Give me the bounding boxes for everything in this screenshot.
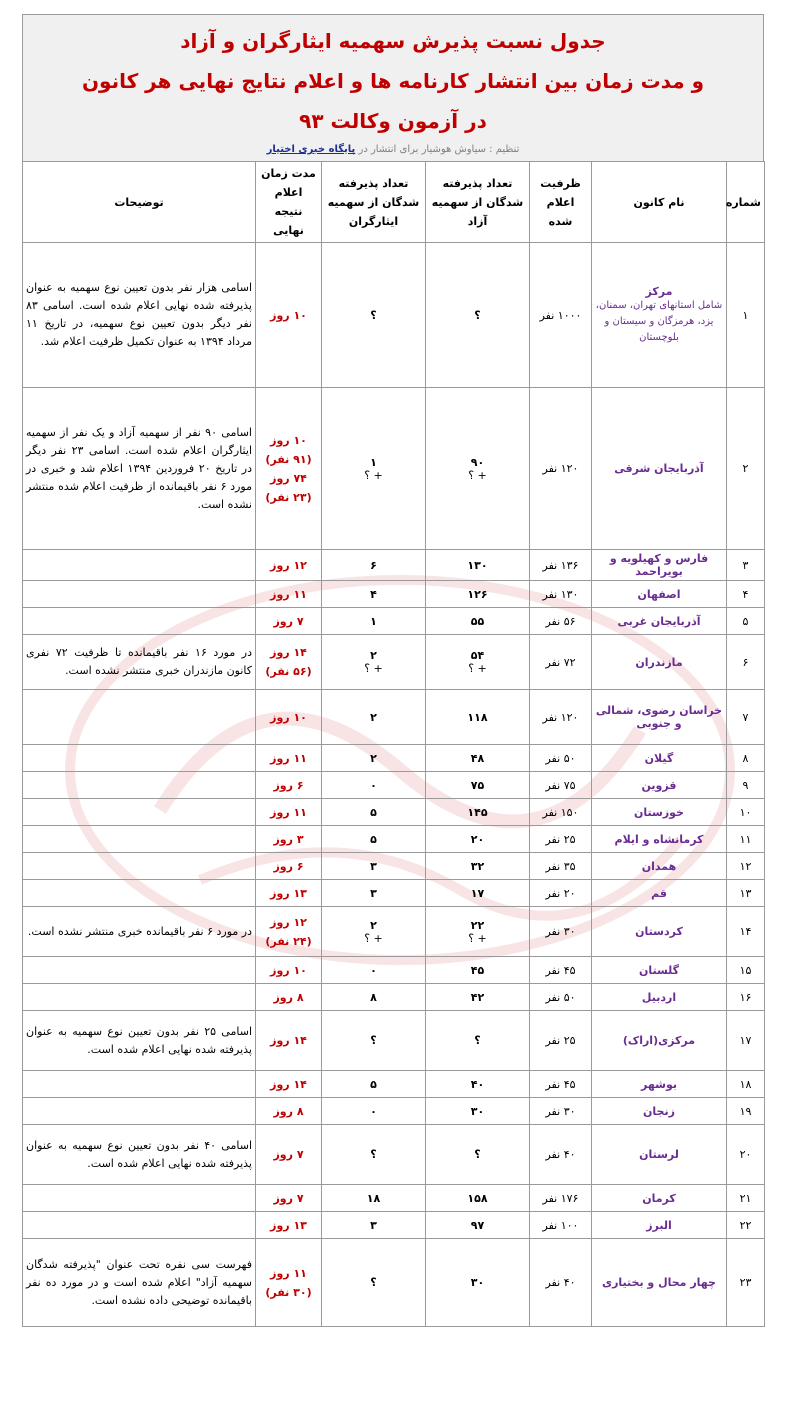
cell-azad (426, 1098, 530, 1125)
table-row (23, 957, 765, 984)
azad-value: ۲۲ (470, 918, 485, 932)
cell-isar (322, 635, 426, 690)
cell-name (592, 1185, 727, 1212)
cell-notes: اسامی ۴۰ نفر بدون تعیین نوع سهمیه به عنوان پذیرفته شده نهایی اعلام شده است. (23, 1125, 256, 1185)
isar-value: ۲ (370, 751, 377, 765)
cell-capacity: ۱۷۶ نفر (530, 1185, 592, 1212)
cell-num: ۲۱ (727, 1185, 765, 1212)
cell-num: ۱۰ (727, 799, 765, 826)
cell-capacity: ۱۳۶ نفر (530, 550, 592, 581)
azad-value: ۳۰ (470, 1276, 485, 1289)
center-name: قم (651, 886, 667, 900)
cell-name (592, 550, 727, 581)
table-row (23, 826, 765, 853)
cell-notes (23, 608, 256, 635)
cell-notes (23, 799, 256, 826)
cell-duration: ۱۳ روز (256, 1212, 322, 1239)
cell-duration: ۱۴ روز (۵۶ نفر) (256, 635, 322, 690)
cell-capacity: ۴۰ نفر (530, 1125, 592, 1185)
center-name: البرز (646, 1218, 672, 1232)
cell-notes (23, 826, 256, 853)
cell-capacity: ۴۵ نفر (530, 1071, 592, 1098)
cell-name (592, 581, 727, 608)
cell-isar (322, 853, 426, 880)
cell-duration: ۱۴ روز (256, 1011, 322, 1071)
azad-value: ۱۴۵ (467, 805, 488, 819)
center-name: همدان (641, 859, 677, 873)
cell-azad (426, 1185, 530, 1212)
cell-num: ۷ (727, 690, 765, 745)
isar-value: ۳ (370, 886, 377, 900)
isar-extra: + ؟ (364, 931, 383, 945)
cell-capacity: ۳۰ نفر (530, 1098, 592, 1125)
cell-name (592, 635, 727, 690)
isar-value: ۴ (370, 587, 377, 601)
cell-name (592, 243, 727, 388)
azad-value: ۱۱۸ (467, 710, 488, 724)
cell-name (592, 1239, 727, 1327)
isar-extra: + ؟ (364, 468, 383, 482)
cell-name (592, 907, 727, 957)
cell-azad (426, 690, 530, 745)
azad-value: ؟ (474, 308, 481, 322)
table-row (23, 799, 765, 826)
cell-isar (322, 608, 426, 635)
cell-duration: ۱۱ روز (256, 581, 322, 608)
table-row (23, 880, 765, 907)
cell-num: ۲۲ (727, 1212, 765, 1239)
azad-value: ۳۲ (470, 859, 485, 873)
isar-value: ؟ (370, 1148, 377, 1161)
cell-num: ۱۵ (727, 957, 765, 984)
cell-name (592, 745, 727, 772)
cell-duration: ۱۰ روز (256, 957, 322, 984)
azad-value: ۴۲ (470, 990, 485, 1004)
cell-num: ۱۲ (727, 853, 765, 880)
cell-isar (322, 957, 426, 984)
center-name: چهار محال و بختیاری (602, 1276, 716, 1289)
center-name: لرستان (639, 1148, 679, 1161)
cell-azad (426, 1071, 530, 1098)
cell-duration: ۳ روز (256, 826, 322, 853)
cell-capacity: ۲۵ نفر (530, 826, 592, 853)
cell-duration: ۷ روز (256, 1185, 322, 1212)
center-name: کردستان (635, 925, 683, 938)
azad-value: ۴۸ (470, 751, 485, 765)
cell-duration: ۶ روز (256, 853, 322, 880)
azad-value: ۱۵۸ (467, 1191, 488, 1205)
cell-azad (426, 853, 530, 880)
cell-num: ۲ (727, 388, 765, 550)
cell-name (592, 690, 727, 745)
center-name: آذربایجان غربی (617, 614, 701, 628)
title-block (22, 14, 764, 161)
cell-name (592, 826, 727, 853)
cell-notes (23, 880, 256, 907)
cell-capacity: ۱۲۰ نفر (530, 388, 592, 550)
azad-value: ؟ (474, 1034, 481, 1047)
cell-notes: اسامی هزار نفر بدون تعیین نوع سهمیه به عنوان پذیرفته شده نهایی اعلام شده است. اسامی ۸۳ نفر دیگر بدون تعیین نوع سهمیه، در تاریخ ۱۱ مرداد ۱۳۹۴ به عنوان تکمیل ظرفیت اعلام شد. (23, 243, 256, 388)
isar-value: ۰ (370, 1104, 377, 1118)
table-row (23, 1239, 765, 1327)
cell-isar (322, 1212, 426, 1239)
cell-notes: اسامی ۹۰ نفر از سهمیه آزاد و یک نفر از سهمیه ایثارگران اعلام شده است. اسامی ۲۳ نفر دیگر در تاریخ ۲۰ فروردین ۱۳۹۴ اعلام شد و خبری در مورد ۶ نفر باقیمانده از ظرفیت اعلام شده منتشر نشده است. (23, 388, 256, 550)
cell-capacity: ۱۵۰ نفر (530, 799, 592, 826)
title-line-2: و مدت زمان بین انتشار کارنامه ها و اعلام نتایج نهایی هر کانون (81, 69, 705, 93)
azad-value: ؟ (474, 1148, 481, 1161)
cell-num: ۸ (727, 745, 765, 772)
table-row (23, 608, 765, 635)
table-row (23, 690, 765, 745)
cell-notes: در مورد ۱۶ نفر باقیمانده تا ظرفیت ۷۲ نفری کانون مازندران خبری منتشر نشده است. (23, 635, 256, 690)
cell-capacity: ۲۰ نفر (530, 880, 592, 907)
isar-value: ۵ (370, 805, 377, 819)
cell-azad (426, 984, 530, 1011)
cell-notes (23, 1071, 256, 1098)
cell-duration: ۸ روز (256, 1098, 322, 1125)
cell-notes (23, 853, 256, 880)
cell-isar (322, 907, 426, 957)
cell-capacity: ۳۰ نفر (530, 907, 592, 957)
isar-value: ۰ (370, 778, 377, 792)
header-capacity: ظرفیت اعلام شده (530, 162, 592, 243)
cell-duration: ۱۳ روز (256, 880, 322, 907)
cell-num: ۲۳ (727, 1239, 765, 1327)
cell-isar (322, 1239, 426, 1327)
cell-num: ۳ (727, 550, 765, 581)
center-name: مازندران (635, 655, 683, 669)
cell-azad (426, 243, 530, 388)
cell-azad (426, 1125, 530, 1185)
cell-duration: ۱۲ روز (256, 550, 322, 581)
cell-notes (23, 1185, 256, 1212)
cell-isar (322, 826, 426, 853)
center-name: قزوین (641, 778, 677, 792)
table-row (23, 907, 765, 957)
cell-capacity: ۱۰۰۰ نفر (530, 243, 592, 388)
table-row (23, 1212, 765, 1239)
header-azad: تعداد پذیرفته شدگان از سهمیه آزاد (426, 162, 530, 243)
isar-value: ۳ (370, 1218, 377, 1232)
cell-name (592, 1212, 727, 1239)
cell-name (592, 880, 727, 907)
cell-notes (23, 690, 256, 745)
cell-azad (426, 1011, 530, 1071)
cell-num: ۱۳ (727, 880, 765, 907)
header-notes: توضیحات (23, 162, 256, 243)
cell-duration: ۱۱ روز (256, 799, 322, 826)
cell-name (592, 984, 727, 1011)
cell-num: ۱۷ (727, 1011, 765, 1071)
header-duration: مدت زمان اعلام نتیجه نهایی (256, 162, 322, 243)
cell-notes (23, 745, 256, 772)
center-name: آذربایجان شرقی (614, 462, 704, 475)
azad-value: ۷۵ (470, 778, 485, 792)
isar-value: ۲ (370, 710, 377, 724)
table-row (23, 853, 765, 880)
isar-value: ۵ (370, 1077, 377, 1091)
isar-extra: + ؟ (364, 662, 383, 675)
cell-name (592, 772, 727, 799)
credit-source-link[interactable]: پایگاه خبری اختیار (266, 144, 356, 155)
isar-value: ۱۸ (366, 1191, 381, 1205)
cell-name (592, 608, 727, 635)
cell-notes (23, 957, 256, 984)
results-table (22, 161, 765, 1327)
cell-duration: ۱۰ روز (256, 243, 322, 388)
cell-azad (426, 1212, 530, 1239)
cell-isar (322, 984, 426, 1011)
azad-extra: + ؟ (468, 468, 487, 482)
cell-num: ۴ (727, 581, 765, 608)
isar-value: ۰ (370, 963, 377, 977)
azad-value: ۴۰ (470, 1077, 485, 1091)
cell-name (592, 388, 727, 550)
cell-azad (426, 826, 530, 853)
header-isar: تعداد پذیرفته شدگان از سهمیه ایثارگران (322, 162, 426, 243)
cell-notes: در مورد ۶ نفر باقیمانده خبری منتشر نشده است. (23, 907, 256, 957)
cell-isar (322, 745, 426, 772)
cell-capacity: ۵۶ نفر (530, 608, 592, 635)
table-row (23, 1071, 765, 1098)
cell-notes (23, 1212, 256, 1239)
cell-azad (426, 581, 530, 608)
cell-capacity: ۷۵ نفر (530, 772, 592, 799)
center-name: گیلان (644, 751, 674, 765)
isar-value: ۳ (370, 859, 377, 873)
cell-isar (322, 772, 426, 799)
table-row (23, 745, 765, 772)
center-name: فارس و کهیلویه و بویراحمد (609, 552, 709, 578)
cell-capacity: ۵۰ نفر (530, 745, 592, 772)
cell-duration: ۱۱ روز (256, 745, 322, 772)
cell-name (592, 799, 727, 826)
azad-value: ۱۲۶ (467, 587, 488, 601)
azad-value: ۴۵ (470, 963, 485, 977)
header-num: شماره (727, 162, 765, 243)
table-body (23, 243, 765, 1327)
cell-isar (322, 1185, 426, 1212)
cell-duration: ۷ روز (256, 1125, 322, 1185)
cell-azad (426, 799, 530, 826)
cell-duration: ۱۱ روز (۳۰ نفر) (256, 1239, 322, 1327)
isar-value: ؟ (370, 1034, 377, 1047)
cell-name (592, 1011, 727, 1071)
header-name: نام کانون (592, 162, 727, 243)
cell-isar (322, 1071, 426, 1098)
cell-notes (23, 550, 256, 581)
isar-value: ۵ (370, 832, 377, 846)
table-row (23, 984, 765, 1011)
azad-extra: + ؟ (468, 662, 487, 675)
cell-duration: ۱۴ روز (256, 1071, 322, 1098)
cell-capacity: ۱۰۰ نفر (530, 1212, 592, 1239)
isar-value: ؟ (370, 308, 377, 322)
center-name: کرمان (642, 1191, 676, 1205)
cell-name (592, 957, 727, 984)
cell-capacity: ۱۲۰ نفر (530, 690, 592, 745)
center-name: گلستان (638, 963, 680, 977)
table-row (23, 1125, 765, 1185)
cell-num: ۱۶ (727, 984, 765, 1011)
center-name: اصفهان (637, 587, 681, 601)
cell-num: ۱۸ (727, 1071, 765, 1098)
azad-value: ۱۳۰ (467, 558, 488, 572)
azad-value: ۵۴ (470, 649, 485, 662)
isar-value: ۲ (370, 918, 377, 932)
cell-notes (23, 581, 256, 608)
center-subtitle: شامل استانهای تهران، سمنان، یزد، هرمزگان و سیستان و بلوچستان (595, 299, 723, 343)
table-row (23, 635, 765, 690)
cell-num: ۱۱ (727, 826, 765, 853)
table-row (23, 1098, 765, 1125)
center-name: اردبیل (641, 990, 677, 1004)
cell-notes: اسامی ۲۵ نفر بدون تعیین نوع سهمیه به عنوان پذیرفته شده نهایی اعلام شده است. (23, 1011, 256, 1071)
azad-extra: + ؟ (468, 931, 487, 945)
credit-prefix: تنظیم : سیاوش هوشیار برای انتشار در (358, 144, 520, 155)
cell-duration: ۸ روز (256, 984, 322, 1011)
cell-capacity: ۲۵ نفر (530, 1011, 592, 1071)
cell-duration: ۱۰ روز (256, 690, 322, 745)
cell-name (592, 853, 727, 880)
center-name: خوزستان (634, 805, 684, 819)
cell-num: ۲۰ (727, 1125, 765, 1185)
header-row (23, 162, 765, 243)
table-row (23, 581, 765, 608)
isar-value: ؟ (370, 1276, 377, 1289)
cell-azad (426, 957, 530, 984)
cell-capacity: ۴۵ نفر (530, 957, 592, 984)
cell-num: ۹ (727, 772, 765, 799)
cell-isar (322, 388, 426, 550)
isar-value: ۲ (370, 649, 377, 662)
cell-isar (322, 1125, 426, 1185)
cell-duration: ۶ روز (256, 772, 322, 799)
cell-num: ۱ (727, 243, 765, 388)
cell-azad (426, 772, 530, 799)
cell-isar (322, 550, 426, 581)
table-row (23, 388, 765, 550)
azad-value: ۱۷ (470, 886, 485, 900)
cell-azad (426, 880, 530, 907)
cell-duration: ۱۰ روز (۹۱ نفر) ۷۴ روز (۲۳ نفر) (256, 388, 322, 550)
cell-notes (23, 984, 256, 1011)
cell-azad (426, 388, 530, 550)
cell-azad (426, 1239, 530, 1327)
center-name: خراسان رضوی، شمالی و جنوبی (595, 704, 723, 730)
cell-num: ۱۴ (727, 907, 765, 957)
cell-isar (322, 799, 426, 826)
table-row (23, 243, 765, 388)
azad-value: ۹۷ (470, 1218, 485, 1232)
cell-isar (322, 880, 426, 907)
azad-value: ۵۵ (470, 614, 485, 628)
title-line-3: در آزمون وکالت ۹۳ (299, 109, 487, 133)
cell-isar (322, 1098, 426, 1125)
cell-duration: ۱۲ روز (۲۴ نفر) (256, 907, 322, 957)
title-line-1: جدول نسبت پذیرش سهمیه ایثارگران و آزاد (180, 29, 606, 53)
cell-azad (426, 635, 530, 690)
cell-isar (322, 581, 426, 608)
table-row (23, 772, 765, 799)
cell-duration: ۷ روز (256, 608, 322, 635)
cell-azad (426, 907, 530, 957)
cell-capacity: ۳۵ نفر (530, 853, 592, 880)
table-row (23, 1011, 765, 1071)
center-name: زنجان (643, 1104, 675, 1118)
center-name: کرمانشاه و ایلام (614, 832, 704, 846)
center-name: بوشهر (641, 1077, 677, 1091)
cell-notes (23, 1098, 256, 1125)
center-name: مرکزی(اراک) (622, 1034, 696, 1047)
azad-value: ۲۰ (470, 832, 485, 846)
cell-name (592, 1071, 727, 1098)
credit-line (27, 141, 759, 159)
cell-azad (426, 745, 530, 772)
isar-value: ۱ (370, 455, 377, 469)
isar-value: ۸ (370, 990, 377, 1004)
cell-capacity: ۷۲ نفر (530, 635, 592, 690)
cell-num: ۵ (727, 608, 765, 635)
cell-isar (322, 243, 426, 388)
isar-value: ۱ (370, 614, 377, 628)
cell-name (592, 1098, 727, 1125)
azad-value: ۹۰ (470, 455, 485, 469)
cell-notes (23, 772, 256, 799)
table-row (23, 1185, 765, 1212)
cell-capacity: ۵۰ نفر (530, 984, 592, 1011)
isar-value: ۶ (370, 558, 377, 572)
cell-capacity: ۱۳۰ نفر (530, 581, 592, 608)
center-name: مرکز (645, 284, 673, 298)
table-row (23, 550, 765, 581)
cell-capacity: ۴۰ نفر (530, 1239, 592, 1327)
cell-num: ۶ (727, 635, 765, 690)
cell-name (592, 1125, 727, 1185)
cell-isar (322, 690, 426, 745)
cell-notes: فهرست سی نفره تحت عنوان "پذیرفته شدگان سهمیه آزاد" اعلام شده است و در مورد ده نفر باقیمانده توضیحی داده نشده است. (23, 1239, 256, 1327)
cell-isar (322, 1011, 426, 1071)
azad-value: ۳۰ (470, 1104, 485, 1118)
document-page (22, 14, 764, 1327)
cell-azad (426, 550, 530, 581)
cell-num: ۱۹ (727, 1098, 765, 1125)
cell-azad (426, 608, 530, 635)
